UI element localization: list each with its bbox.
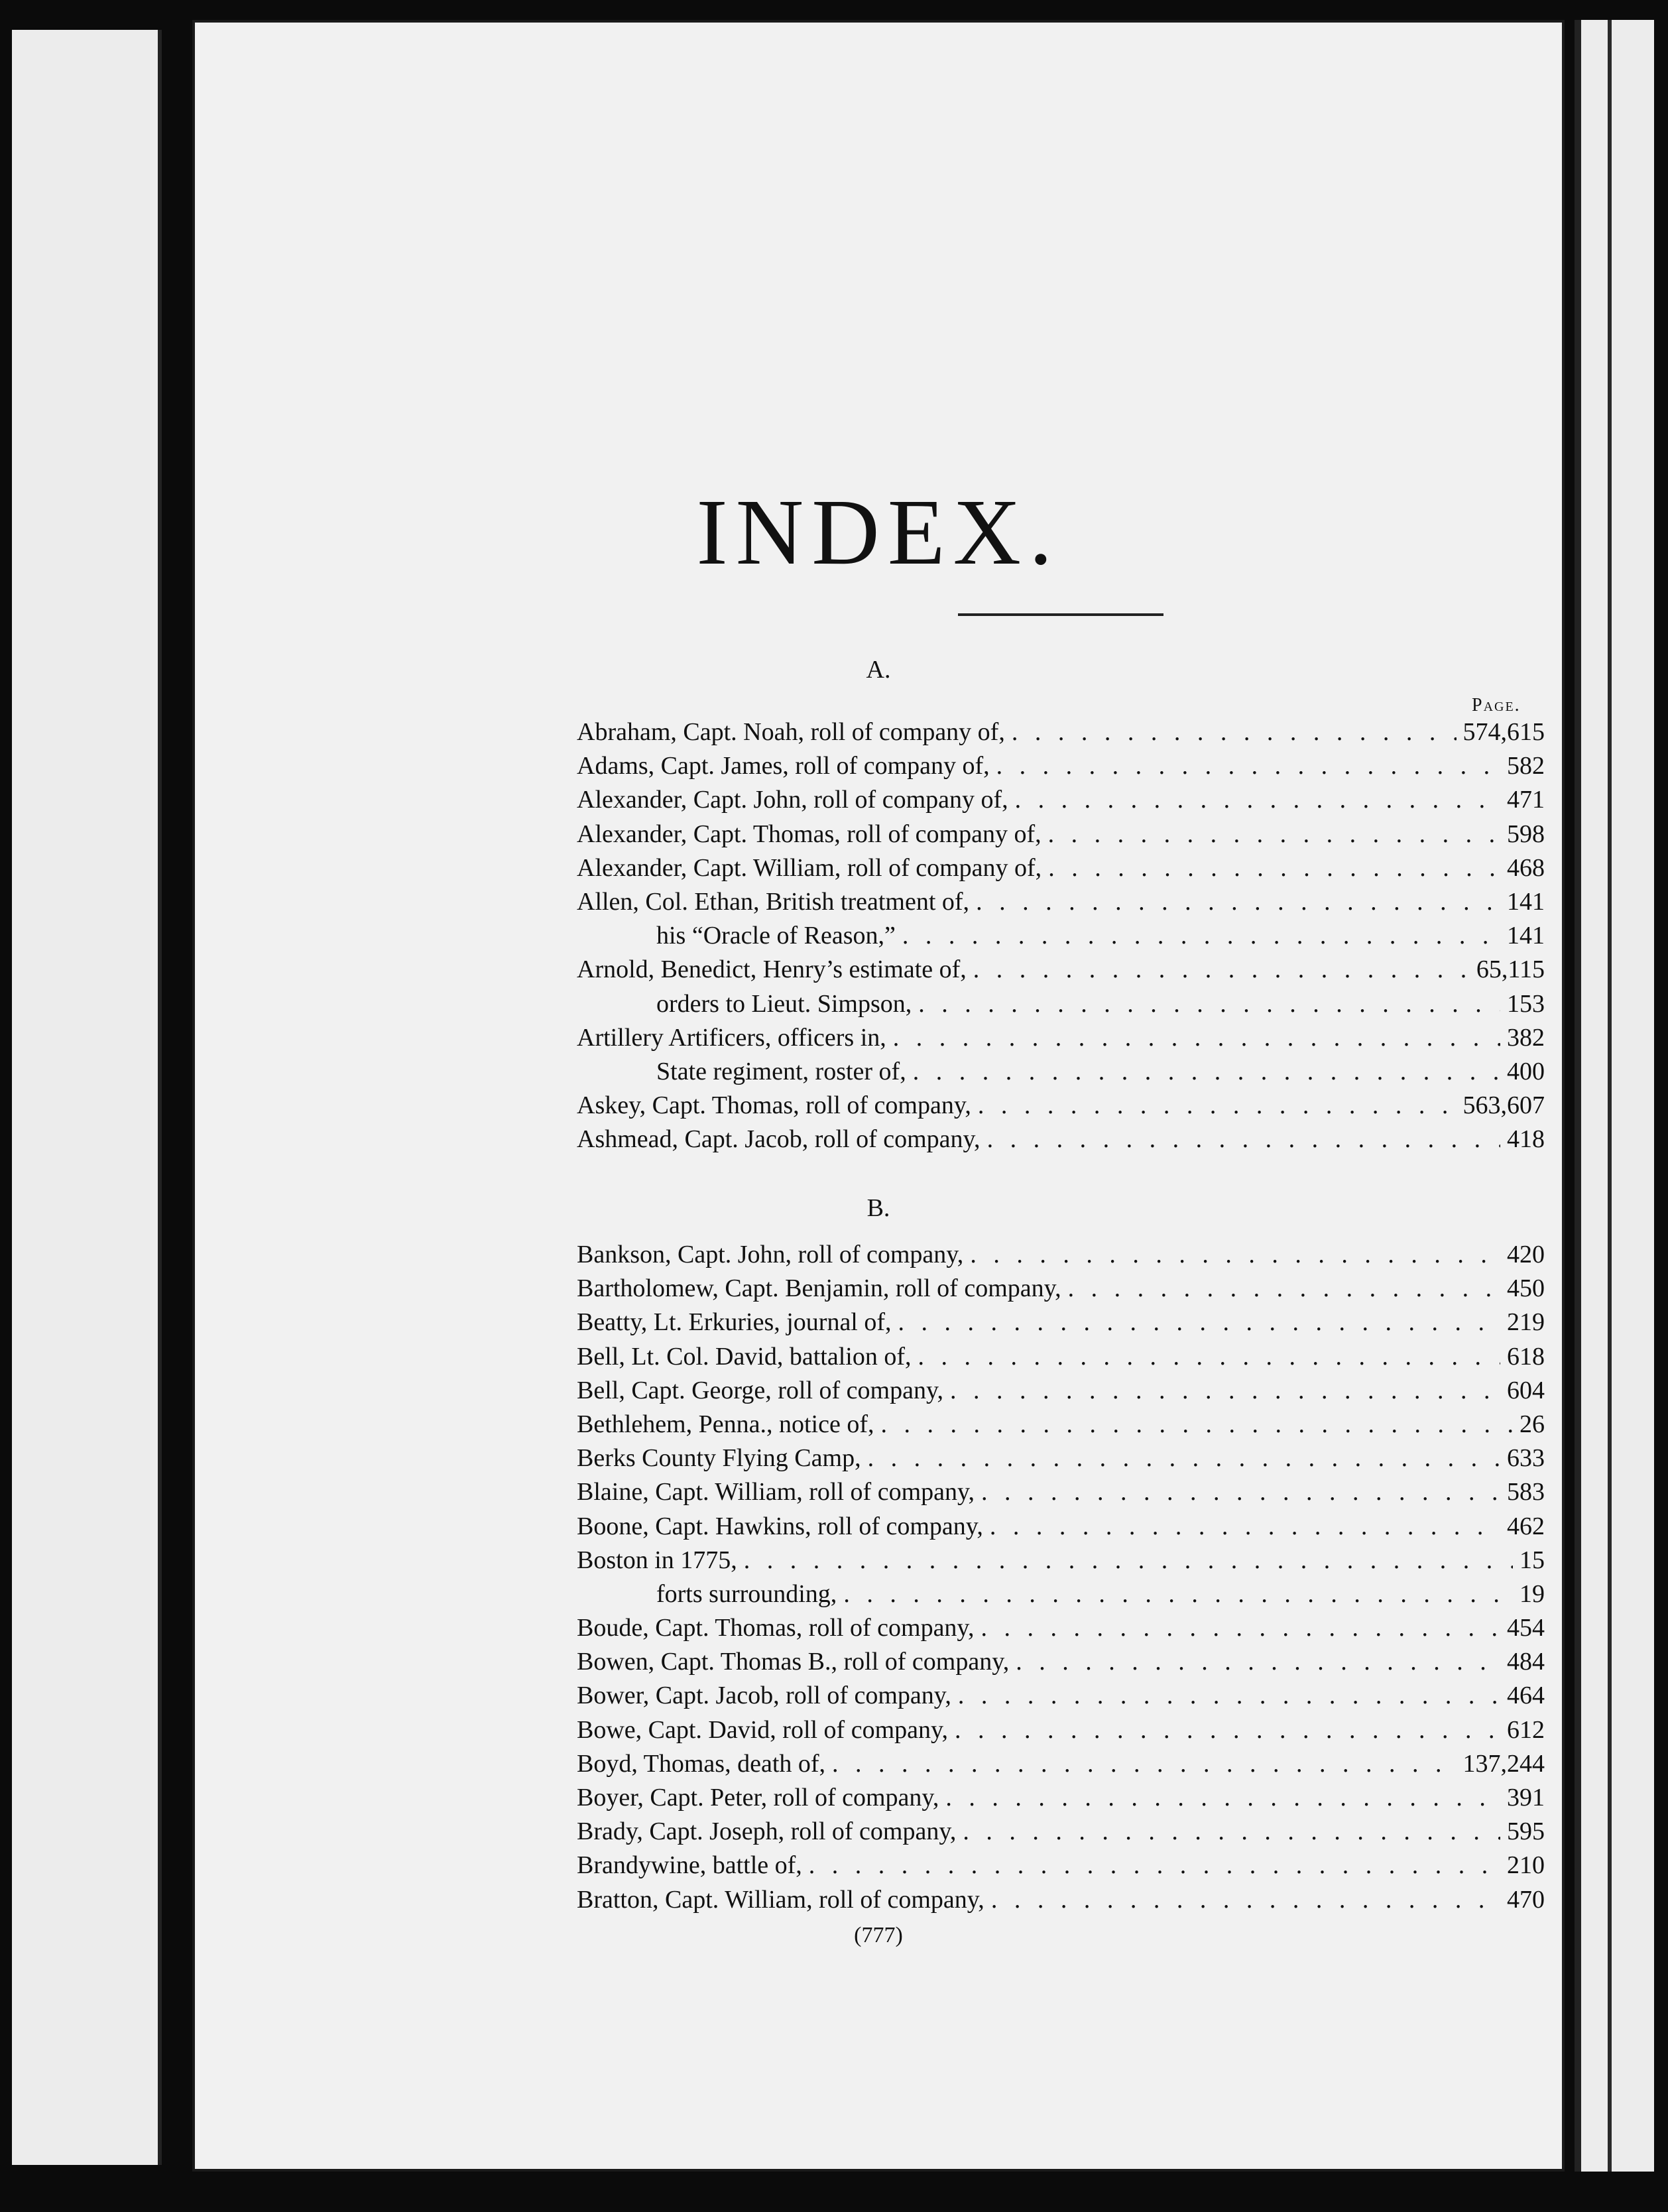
entry-page-number: 470 (1507, 1885, 1545, 1914)
entry-text: forts surrounding, (656, 1579, 837, 1608)
entry-text: Alexander, Capt. William, roll of company of, (577, 853, 1042, 882)
entry-text: Alexander, Capt. Thomas, roll of company of, (577, 820, 1042, 848)
page-title: INDEX. (696, 479, 1061, 584)
index-entry (577, 1308, 1545, 1341)
index-entry (577, 1125, 1545, 1158)
dot-leader (902, 921, 1500, 950)
dot-leader (893, 1023, 1500, 1052)
dot-leader (978, 1091, 1457, 1120)
dot-leader (868, 1444, 1500, 1473)
section-heading-b: B. (866, 1194, 890, 1222)
index-entry (577, 853, 1545, 887)
entry-text: Bell, Lt. Col. David, battalion of, (577, 1342, 912, 1371)
dot-leader (881, 1410, 1514, 1439)
dot-leader (990, 1512, 1500, 1541)
index-entry (577, 1342, 1545, 1376)
entry-page-number: 582 (1507, 752, 1545, 780)
entry-text: Bethlehem, Penna., notice of, (577, 1410, 874, 1438)
index-entry (577, 1749, 1545, 1783)
index-entry (577, 1715, 1545, 1749)
dot-leader (963, 1817, 1500, 1846)
entry-text: Boyer, Capt. Peter, roll of company, (577, 1784, 939, 1812)
section-heading-a: A. (866, 656, 891, 684)
entry-page-number: 137,244 (1462, 1749, 1545, 1778)
dot-leader (843, 1579, 1513, 1609)
entry-text: Bratton, Capt. William, roll of company, (577, 1885, 984, 1914)
entry-text: Bartholomew, Capt. Benjamin, roll of company, (577, 1274, 1061, 1303)
dot-leader (958, 1681, 1500, 1710)
index-subentry (577, 1579, 1545, 1613)
entry-page-number: 618 (1507, 1342, 1545, 1371)
entry-page-number: 633 (1507, 1444, 1545, 1473)
dot-leader (913, 1057, 1500, 1086)
index-entry (577, 1512, 1545, 1546)
entry-text: Brandywine, battle of, (577, 1851, 802, 1880)
adjacent-page-edge-right (1575, 20, 1654, 2172)
entry-text: Berks County Flying Camp, (577, 1444, 861, 1473)
entry-page-number: 468 (1507, 853, 1545, 882)
index-entry (577, 1885, 1545, 1919)
dot-leader (955, 1715, 1500, 1745)
dot-leader (996, 751, 1500, 780)
index-entry (577, 1477, 1545, 1511)
dot-leader (1015, 785, 1500, 814)
index-entry (577, 1023, 1545, 1057)
index-entry (577, 1613, 1545, 1647)
entry-page-number: 462 (1507, 1512, 1545, 1540)
entry-page-number: 26 (1519, 1410, 1545, 1438)
index-entry (577, 1647, 1545, 1681)
entry-text: Boude, Capt. Thomas, roll of company, (577, 1614, 975, 1642)
index-entry (577, 1376, 1545, 1410)
entry-page-number: 210 (1507, 1851, 1545, 1880)
entry-page-number: 141 (1507, 922, 1545, 950)
index-entry (577, 785, 1545, 819)
entry-page-number: 612 (1507, 1715, 1545, 1744)
entry-page-number: 464 (1507, 1682, 1545, 1710)
adjacent-page-edge-left (12, 30, 162, 2165)
entry-text: Abraham, Capt. Noah, roll of company of, (577, 718, 1005, 746)
index-entry (577, 1851, 1545, 1884)
index-entry (577, 955, 1545, 989)
entry-text: Bell, Capt. George, roll of company, (577, 1376, 943, 1404)
index-subentry (577, 989, 1545, 1023)
dot-leader (950, 1376, 1500, 1405)
entry-text: Allen, Col. Ethan, British treatment of, (577, 887, 970, 916)
entry-page-number: 484 (1507, 1648, 1545, 1676)
index-entry (577, 1240, 1545, 1274)
dot-leader (973, 955, 1470, 984)
index-entry (577, 1817, 1545, 1851)
dot-leader (918, 989, 1500, 1018)
index-entry (577, 1681, 1545, 1715)
entry-page-number: 153 (1507, 989, 1545, 1018)
entry-page-number: 471 (1507, 786, 1545, 814)
dot-leader (832, 1749, 1456, 1778)
index-entry (577, 751, 1545, 785)
entry-page-number: 65,115 (1476, 955, 1545, 984)
index-entry (577, 887, 1545, 921)
entry-page-number: 604 (1507, 1376, 1545, 1404)
entry-text: Bankson, Capt. John, roll of company, (577, 1241, 964, 1268)
index-entry (577, 1444, 1545, 1477)
index-list-b (577, 1240, 1545, 1919)
dot-leader (981, 1477, 1500, 1506)
dot-leader (1048, 820, 1500, 849)
entry-page-number: 141 (1507, 887, 1545, 916)
entry-page-number: 382 (1507, 1023, 1545, 1052)
entry-page-number: 15 (1519, 1546, 1545, 1574)
dot-leader (1048, 853, 1500, 883)
dot-leader (981, 1613, 1500, 1642)
index-entry (577, 820, 1545, 853)
page-number: (777) (854, 1923, 903, 1947)
entry-text: his “Oracle of Reason,” (656, 922, 896, 950)
entry-text: Blaine, Capt. William, roll of company, (577, 1478, 975, 1506)
entry-text: Bowen, Capt. Thomas B., roll of company, (577, 1648, 1010, 1676)
entry-page-number: 574,615 (1462, 718, 1545, 746)
page-column-label: Page. (1472, 695, 1521, 715)
entry-page-number: 418 (1507, 1125, 1545, 1154)
index-page (192, 20, 1565, 2172)
dot-leader (1012, 717, 1457, 747)
entry-page-number: 219 (1507, 1308, 1545, 1337)
dot-leader (744, 1546, 1513, 1575)
entry-text: Arnold, Benedict, Henry’s estimate of, (577, 955, 967, 984)
dot-leader (1068, 1274, 1500, 1303)
entry-page-number: 391 (1507, 1784, 1545, 1812)
dot-leader (898, 1308, 1500, 1337)
entry-text: Askey, Capt. Thomas, roll of company, (577, 1091, 971, 1120)
index-subentry (577, 921, 1545, 955)
index-entry (577, 1274, 1545, 1308)
index-entry (577, 1410, 1545, 1444)
index-subentry (577, 1057, 1545, 1091)
entry-page-number: 420 (1507, 1241, 1545, 1268)
entry-text: Bowe, Capt. David, roll of company, (577, 1715, 949, 1744)
entry-text: Ashmead, Capt. Jacob, roll of company, (577, 1125, 981, 1154)
dot-leader (1016, 1647, 1500, 1676)
dot-leader (970, 1240, 1500, 1269)
entry-text: Alexander, Capt. John, roll of company of, (577, 786, 1008, 814)
entry-text: Boston in 1775, (577, 1546, 737, 1574)
dot-leader (809, 1851, 1500, 1880)
dot-leader (918, 1342, 1500, 1371)
index-entry (577, 1783, 1545, 1817)
entry-page-number: 563,607 (1462, 1091, 1545, 1120)
entry-text: Boyd, Thomas, death of, (577, 1749, 826, 1778)
entry-page-number: 583 (1507, 1478, 1545, 1506)
entry-page-number: 454 (1507, 1614, 1545, 1642)
index-entry (577, 1091, 1545, 1125)
index-entry (577, 1546, 1545, 1579)
index-list-a (577, 717, 1545, 1158)
entry-page-number: 400 (1507, 1057, 1545, 1085)
entry-text: Boone, Capt. Hawkins, roll of company, (577, 1512, 983, 1540)
entry-text: Adams, Capt. James, roll of company of, (577, 752, 990, 780)
entry-page-number: 595 (1507, 1817, 1545, 1846)
entry-text: Bower, Capt. Jacob, roll of company, (577, 1682, 951, 1710)
entry-text: Brady, Capt. Joseph, roll of company, (577, 1817, 957, 1846)
entry-text: Beatty, Lt. Erkuries, journal of, (577, 1308, 892, 1337)
dot-leader (976, 887, 1500, 916)
entry-page-number: 450 (1507, 1274, 1545, 1303)
dot-leader (991, 1885, 1500, 1914)
title-rule (958, 613, 1163, 616)
entry-page-number: 19 (1519, 1579, 1545, 1608)
entry-text: State regiment, roster of, (656, 1057, 906, 1085)
entry-text: Artillery Artificers, officers in, (577, 1023, 886, 1052)
index-entry (577, 717, 1545, 751)
entry-text: orders to Lieut. Simpson, (656, 989, 912, 1018)
entry-page-number: 598 (1507, 820, 1545, 848)
dot-leader (987, 1125, 1500, 1154)
dot-leader (945, 1783, 1500, 1812)
